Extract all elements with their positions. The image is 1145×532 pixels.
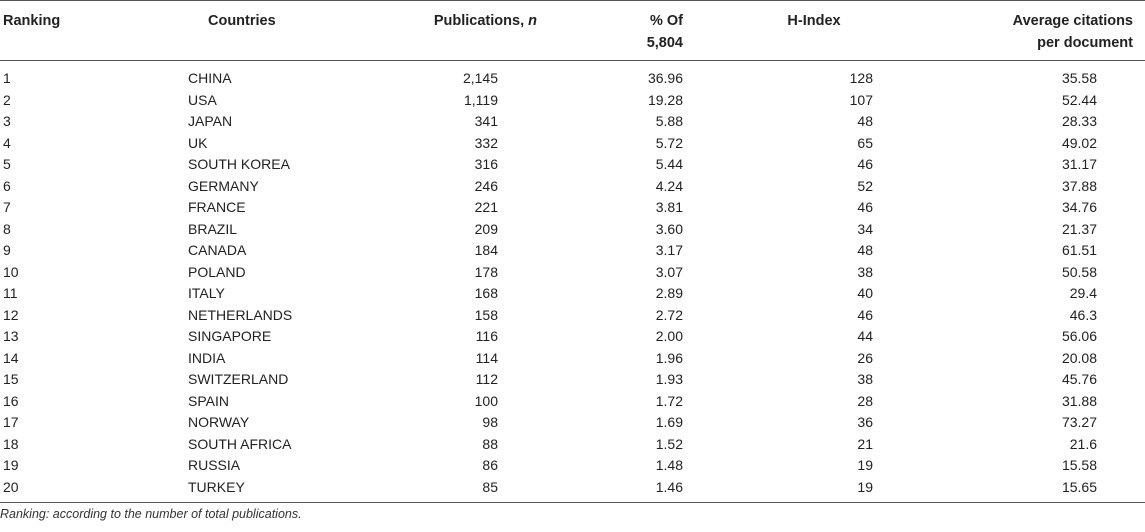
table-row — [0, 90, 1145, 112]
header-publications-n: n — [528, 13, 537, 29]
cell-percent: 2.72 — [655, 306, 683, 323]
cell-country: POLAND — [188, 263, 246, 280]
cell-hindex: 19 — [857, 478, 873, 495]
cell-country: SOUTH KOREA — [188, 156, 290, 172]
cell-hindex: 48 — [857, 242, 873, 258]
cell-percent: 1.48 — [655, 457, 683, 473]
cell-avg-citations: 50.58 — [1061, 263, 1097, 280]
cell-hindex: 46 — [857, 156, 873, 172]
cell-hindex: 40 — [857, 285, 873, 301]
cell-percent: 3.60 — [655, 220, 683, 237]
cell-publications: 86 — [482, 457, 498, 473]
cell-avg-citations: 21.6 — [1069, 435, 1097, 452]
table-row — [0, 283, 1145, 305]
header-avg-citations — [975, 10, 1133, 54]
cell-avg-citations: 15.58 — [1061, 457, 1097, 473]
cell-percent: 5.44 — [655, 156, 683, 172]
cell-percent: 2.89 — [655, 285, 683, 301]
cell-hindex: 34 — [857, 220, 873, 237]
cell-ranking: 6 — [3, 177, 11, 194]
cell-publications: 341 — [474, 113, 498, 129]
table-row — [0, 133, 1145, 155]
cell-avg-citations: 29.4 — [1069, 285, 1097, 301]
cell-percent: 1.46 — [655, 478, 683, 495]
table-row — [0, 434, 1145, 456]
cell-avg-citations: 34.76 — [1061, 199, 1097, 215]
cell-avg-citations: 56.06 — [1061, 328, 1097, 344]
cell-country: SPAIN — [188, 392, 229, 409]
table-row — [0, 154, 1145, 176]
cell-country: INDIA — [188, 349, 226, 366]
cell-publications: 316 — [474, 156, 498, 172]
cell-publications: 98 — [482, 414, 498, 430]
cell-avg-citations: 31.17 — [1061, 156, 1097, 172]
cell-percent: 1.69 — [655, 414, 683, 430]
cell-hindex: 128 — [849, 70, 873, 86]
cell-country: NETHERLANDS — [188, 306, 293, 323]
table-header-rule — [0, 60, 1145, 61]
cell-publications: 209 — [474, 220, 498, 237]
table-row — [0, 197, 1145, 219]
cell-country: UK — [188, 134, 208, 151]
cell-ranking: 14 — [3, 349, 19, 366]
cell-ranking: 10 — [3, 263, 19, 280]
cell-avg-citations: 46.3 — [1069, 306, 1097, 323]
cell-avg-citations: 28.33 — [1061, 113, 1097, 129]
table-row — [0, 391, 1145, 413]
cell-percent: 3.07 — [655, 263, 683, 280]
cell-hindex: 44 — [857, 328, 873, 344]
cell-avg-citations: 61.51 — [1061, 242, 1097, 258]
cell-avg-citations: 15.65 — [1061, 478, 1097, 495]
cell-hindex: 65 — [857, 134, 873, 151]
table-row — [0, 412, 1145, 434]
cell-country: BRAZIL — [188, 220, 238, 237]
cell-publications: 184 — [474, 242, 498, 258]
cell-percent: 1.93 — [655, 371, 683, 387]
cell-hindex: 28 — [857, 392, 873, 409]
cell-country: TURKEY — [188, 478, 245, 495]
cell-avg-citations: 21.37 — [1061, 220, 1097, 237]
table-row — [0, 348, 1145, 370]
header-percent-line1: % Of — [649, 13, 683, 29]
cell-hindex: 36 — [857, 414, 873, 430]
cell-percent: 19.28 — [647, 91, 683, 108]
table-header — [0, 10, 1145, 54]
cell-hindex: 46 — [857, 199, 873, 215]
header-publications-label: Publications, — [433, 13, 525, 29]
table-row — [0, 326, 1145, 348]
table-bottom-rule — [0, 502, 1145, 503]
header-hindex: H-Index — [787, 13, 841, 29]
header-ranking: Ranking — [3, 13, 61, 29]
cell-ranking: 2 — [3, 91, 11, 108]
cell-avg-citations: 73.27 — [1061, 414, 1097, 430]
cell-avg-citations: 37.88 — [1061, 177, 1097, 194]
cell-hindex: 48 — [857, 113, 873, 129]
cell-ranking: 8 — [3, 220, 11, 237]
cell-hindex: 26 — [857, 349, 873, 366]
cell-hindex: 19 — [857, 457, 873, 473]
cell-publications: 1,119 — [464, 91, 498, 108]
cell-country: RUSSIA — [188, 457, 241, 473]
cell-ranking: 7 — [3, 199, 11, 215]
table-row — [0, 455, 1145, 477]
table-row — [0, 305, 1145, 327]
cell-country: JAPAN — [188, 113, 233, 129]
cell-country: CANADA — [188, 242, 247, 258]
cell-publications: 88 — [482, 435, 498, 452]
cell-country: ITALY — [188, 285, 225, 301]
cell-ranking: 17 — [3, 414, 19, 430]
cell-publications: 85 — [482, 478, 498, 495]
cell-ranking: 20 — [3, 478, 19, 495]
cell-country: SINGAPORE — [188, 328, 272, 344]
cell-hindex: 107 — [849, 91, 873, 108]
table-footnote: Ranking: according to the number of total publications. — [0, 507, 302, 521]
cell-hindex: 46 — [857, 306, 873, 323]
cell-country: GERMANY — [188, 177, 259, 194]
header-countries: Countries — [208, 13, 276, 29]
cell-percent: 3.17 — [655, 242, 683, 258]
cell-percent: 5.72 — [655, 134, 683, 151]
table-row — [0, 477, 1145, 499]
cell-avg-citations: 35.58 — [1061, 70, 1097, 86]
header-percent-line2: 5,804 — [646, 35, 683, 51]
cell-publications: 246 — [474, 177, 498, 194]
cell-publications: 100 — [474, 392, 498, 409]
table-row — [0, 369, 1145, 391]
header-avg-line1: Average citations — [1012, 13, 1133, 29]
cell-country: USA — [188, 91, 217, 108]
cell-percent: 36.96 — [647, 70, 683, 86]
cell-percent: 1.96 — [655, 349, 683, 366]
cell-publications: 221 — [474, 199, 498, 215]
cell-ranking: 4 — [3, 134, 11, 151]
header-avg-line2: per document — [1037, 35, 1133, 51]
cell-avg-citations: 20.08 — [1061, 349, 1097, 366]
cell-country: SWITZERLAND — [188, 371, 289, 387]
cell-ranking: 19 — [3, 457, 19, 473]
cell-ranking: 3 — [3, 113, 11, 129]
cell-ranking: 1 — [3, 70, 11, 86]
cell-ranking: 13 — [3, 328, 19, 344]
cell-ranking: 18 — [3, 435, 19, 452]
cell-publications: 178 — [474, 263, 498, 280]
cell-hindex: 38 — [857, 371, 873, 387]
cell-publications: 116 — [475, 328, 498, 344]
cell-hindex: 38 — [857, 263, 873, 280]
cell-ranking: 15 — [3, 371, 19, 387]
table-row — [0, 262, 1145, 284]
cell-avg-citations: 45.76 — [1061, 371, 1097, 387]
table-row — [0, 111, 1145, 133]
cell-publications: 168 — [474, 285, 498, 301]
table-row — [0, 219, 1145, 241]
table-top-rule — [0, 0, 1145, 1]
cell-publications: 158 — [474, 306, 498, 323]
cell-publications: 112 — [475, 371, 498, 387]
cell-country: NORWAY — [188, 414, 250, 430]
cell-percent: 3.81 — [655, 199, 683, 215]
cell-avg-citations: 49.02 — [1061, 134, 1097, 151]
table-row — [0, 68, 1145, 90]
cell-publications: 114 — [475, 349, 498, 366]
cell-publications: 332 — [474, 134, 498, 151]
cell-hindex: 21 — [857, 435, 873, 452]
cell-percent: 1.72 — [655, 392, 683, 409]
cell-percent: 5.88 — [655, 113, 683, 129]
cell-hindex: 52 — [857, 177, 873, 194]
cell-avg-citations: 31.88 — [1061, 392, 1097, 409]
cell-ranking: 5 — [3, 156, 11, 172]
cell-country: FRANCE — [188, 199, 246, 215]
header-percent — [620, 10, 683, 54]
cell-avg-citations: 52.44 — [1061, 91, 1097, 108]
header-publications — [405, 10, 537, 32]
cell-country: SOUTH AFRICA — [188, 435, 292, 452]
cell-publications: 2,145 — [462, 70, 498, 86]
cell-ranking: 12 — [3, 306, 19, 323]
cell-percent: 2.00 — [655, 328, 683, 344]
cell-ranking: 9 — [3, 242, 11, 258]
cell-ranking: 11 — [3, 285, 18, 301]
cell-percent: 1.52 — [655, 435, 683, 452]
table-row — [0, 176, 1145, 198]
cell-ranking: 16 — [3, 392, 19, 409]
table-row — [0, 240, 1145, 262]
cell-country: CHINA — [188, 70, 232, 86]
cell-percent: 4.24 — [655, 177, 683, 194]
